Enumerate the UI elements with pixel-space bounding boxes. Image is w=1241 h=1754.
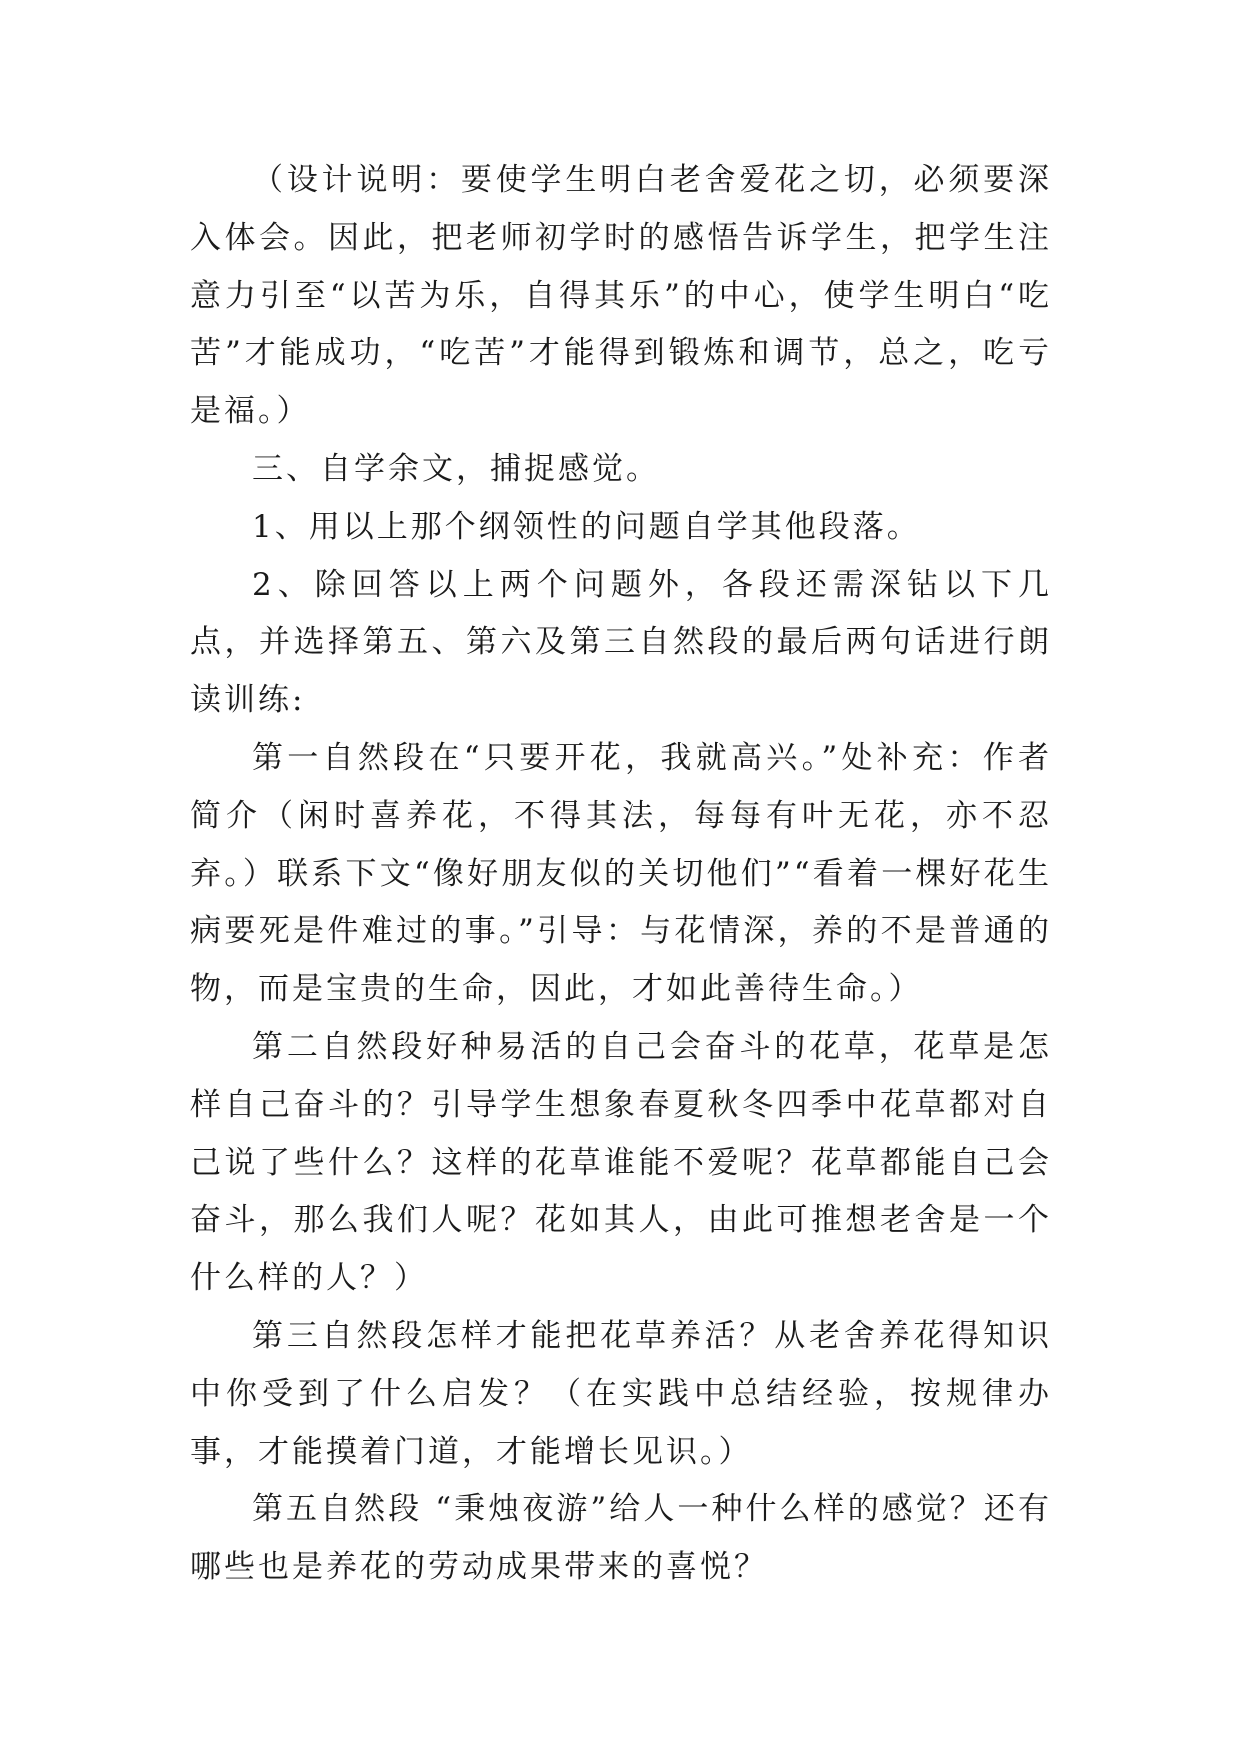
paragraph-section-three-heading: 三、自学余文，捕捉感觉。: [252, 450, 660, 487]
paragraph-item-one: 1、用以上那个纲领性的问题自学其他段落。: [252, 508, 921, 545]
paragraph-fifth-section: 第五自然段 “秉烛夜游”给人一种什么样的感觉？还有哪些也是养花的劳动成果带来的喜悦？: [190, 1491, 1052, 1586]
paragraph-second-section: 第二自然段好种易活的自己会奋斗的花草，花草是怎样自己奋斗的？引导学生想象春夏秋冬四季中花草都对自己说了些什么？这样的花草谁能不爱呢？花草都能自己会奋斗，那么我们人呢？花如其人，由此可推想老舍是一个什么样的人？）: [190, 1028, 1052, 1297]
paragraph-design-note: （设计说明：要使学生明白老舍爱花之切，必须要深入体会。因此，把老师初学时的感悟告诉学生，把学生注意力引至“以苦为乐，自得其乐”的中心，使学生明白“吃苦”才能成功，“吃苦”才能得到锻炼和调节，总之，吃亏是福。）: [190, 162, 1052, 430]
document-body: [190, 152, 1052, 1597]
paragraph-third-section: 第三自然段怎样才能把花草养活？从老舍养花得知识中你受到了什么启发？（在实践中总结经验，按规律办事，才能摸着门道，才能增长见识。）: [190, 1317, 1052, 1470]
paragraph-item-two: 2、除回答以上两个问题外，各段还需深钻以下几点，并选择第五、第六及第三自然段的最后两句话进行朗读训练:: [190, 566, 1052, 719]
paragraph-first-section: 第一自然段在“只要开花，我就高兴。”处补充：作者简介（闲时喜养花，不得其法，每每有叶无花，亦不忍弃。）联系下文“像好朋友似的关切他们”“看着一棵好花生病要死是件难过的事。”引导：与花情深，养的不是普通的物，而是宝贵的生命，因此，才如此善待生命。）: [190, 739, 1052, 1008]
